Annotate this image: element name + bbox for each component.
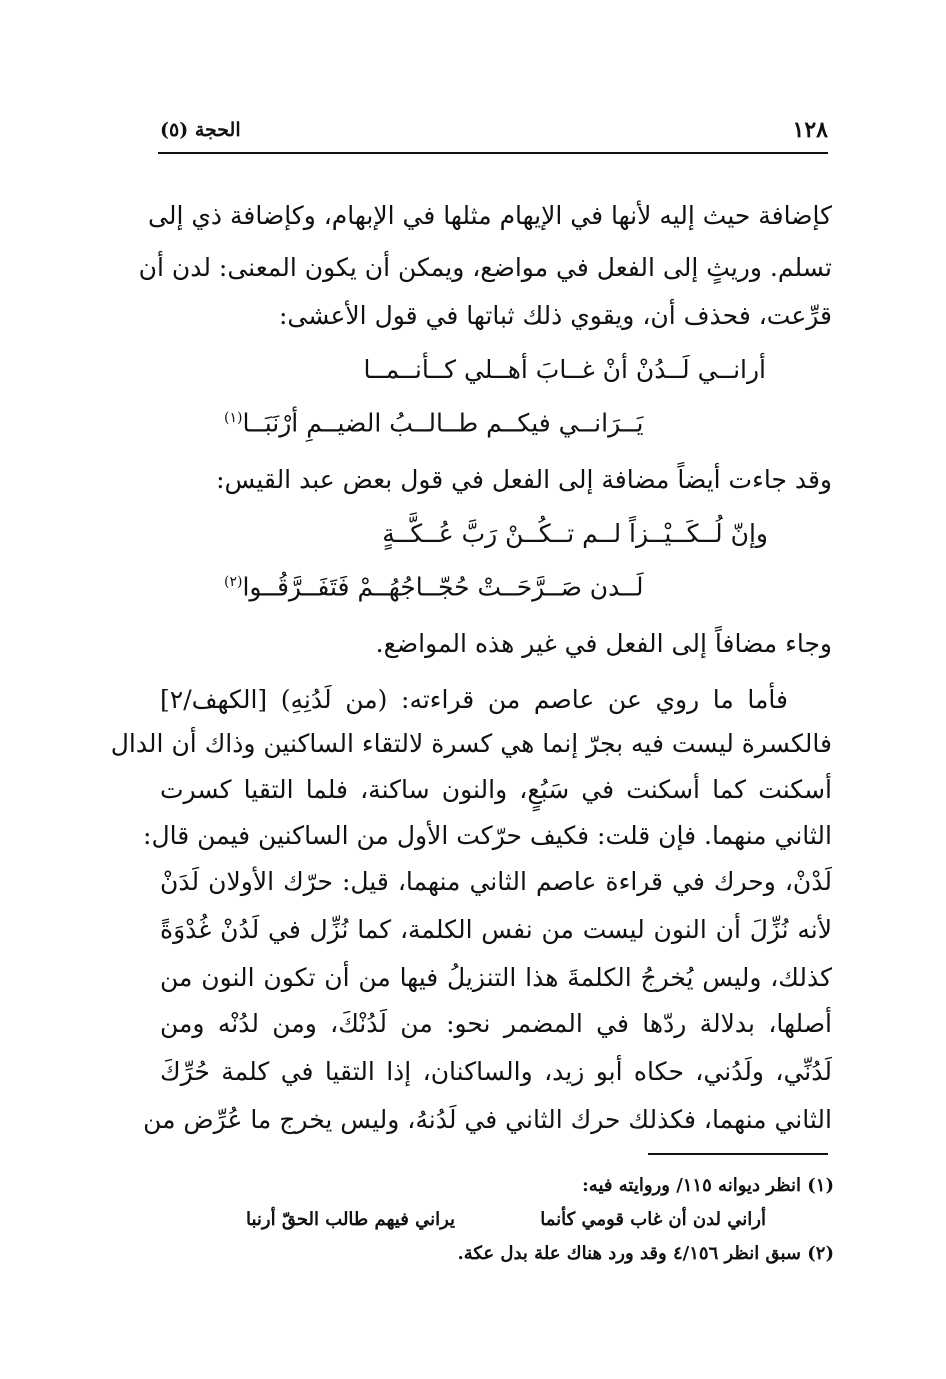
body-line-verse1-after: وقد جاءت أيضاً مضافة إلى الفعل في قول بعض عبد القيس: — [216, 465, 832, 494]
verse2-second-hemistich — [224, 562, 644, 607]
paragraph2-line-10: الثاني منهما، فكذلك حرك الثاني في لَدُنهُ، وليس يخرج ما عُرِّض من — [143, 1105, 832, 1134]
verse1-second-text: يَــرَانــي فيكــم طــالــبُ الضيــمِ أرْنَبَــا — [242, 408, 644, 438]
page-header — [160, 113, 828, 149]
paragraph2-line-3: أسكنت كما أسكنت في سَبُعٍ، والنون ساكنة، فلما التقيا كسرت — [160, 775, 832, 804]
footnote-1: (١) انظر ديوانه ١١٥/ وروايته فيه: — [582, 1175, 834, 1196]
paragraph2-line-8: أصلها، بدلالة ردّها في المضمر نحو: من لَدُنْكَ، ومن لدُنْه ومن — [160, 1009, 832, 1038]
header-divider — [158, 152, 828, 154]
body-line-2: تسلم. وريثٍ إلى الفعل في مواضع، ويمكن أن يكون المعنى: لدن أن — [138, 253, 832, 282]
footnote-divider — [648, 1153, 828, 1155]
verse2-second-text: لَــدن صَــرَّحَــتْ حُجّــاجُهُــمْ فَتَفَــرَّقُــوا — [242, 572, 644, 602]
verse1-first-hemistich: أرانــي لَــدُنْ أنْ غــابَ أهــلي كــأنــمــا — [363, 355, 766, 384]
verse1-second-hemistich — [224, 398, 643, 443]
running-title: الحجة (٥) — [160, 119, 241, 141]
paragraph2-line-2: فالكسرة ليست فيه بجرّ إنما هي كسرة لالتقاء الساكنين وذاك أن الدال — [110, 729, 832, 758]
paragraph2-line-9: لَدُنِّي، ولَدُني، حكاه أبو زيد، والساكنان، إذا التقيا في كلمة حُرِّكَ — [160, 1057, 832, 1086]
paragraph2-line-1: فأما ما روي عن عاصم من قراءته: (من لَدُنِهِ) [الكهف/٢] — [160, 685, 788, 714]
page-number: ١٢٨ — [792, 117, 828, 143]
verse2-first-hemistich: وإنّ لُــكَــيْــزاً لــم تــكُــنْ رَبَّ عُــكَّــةٍ — [382, 519, 768, 548]
footnote-marker-2: (٢) — [224, 574, 243, 590]
body-line-3: قرِّعت، فحذف أن، ويقوي ذلك ثباتها في قول الأعشى: — [278, 301, 832, 330]
paragraph2-line-5: لَدْنْ، وحرك في قراءة عاصم الثاني منهما، قيل: حرّك الأولان لَدَنْ — [160, 867, 832, 896]
footnote-2: (٢) سبق انظر ٤/١٥٦ وقد ورد هناك علة بدل عكة. — [457, 1243, 834, 1264]
body-line-1: كإضافة حيث إليه لأنها في الإيهام مثلها في الإبهام، وكإضافة ذي إلى — [148, 201, 832, 230]
footnote-1-verse-first: أراني لدن أن غاب قومي كأنما — [540, 1209, 766, 1230]
footnote-1-verse-second: يراني فيهم طالب الحقّ أرنبا — [246, 1209, 456, 1230]
footnote-marker-1: (١) — [224, 410, 243, 426]
paragraph2-line-7: كذلك، وليس يُخرجُ الكلمةَ هذا التنزيلُ فيها من أن تكون النون من — [160, 963, 832, 992]
paragraph2-line-6: لأنه نُزِّلَ أن النون ليست من نفس الكلمة، كما نُزِّل في لَدُنْ غُدْوَةً — [160, 915, 832, 944]
paragraph2-line-4: الثاني منهما. فإن قلت: فكيف حرّكت الأول من الساكنين فيمن قال: — [143, 821, 832, 850]
body-line-verse2-after: وجاء مضافاً إلى الفعل في غير هذه المواضع. — [375, 629, 832, 658]
